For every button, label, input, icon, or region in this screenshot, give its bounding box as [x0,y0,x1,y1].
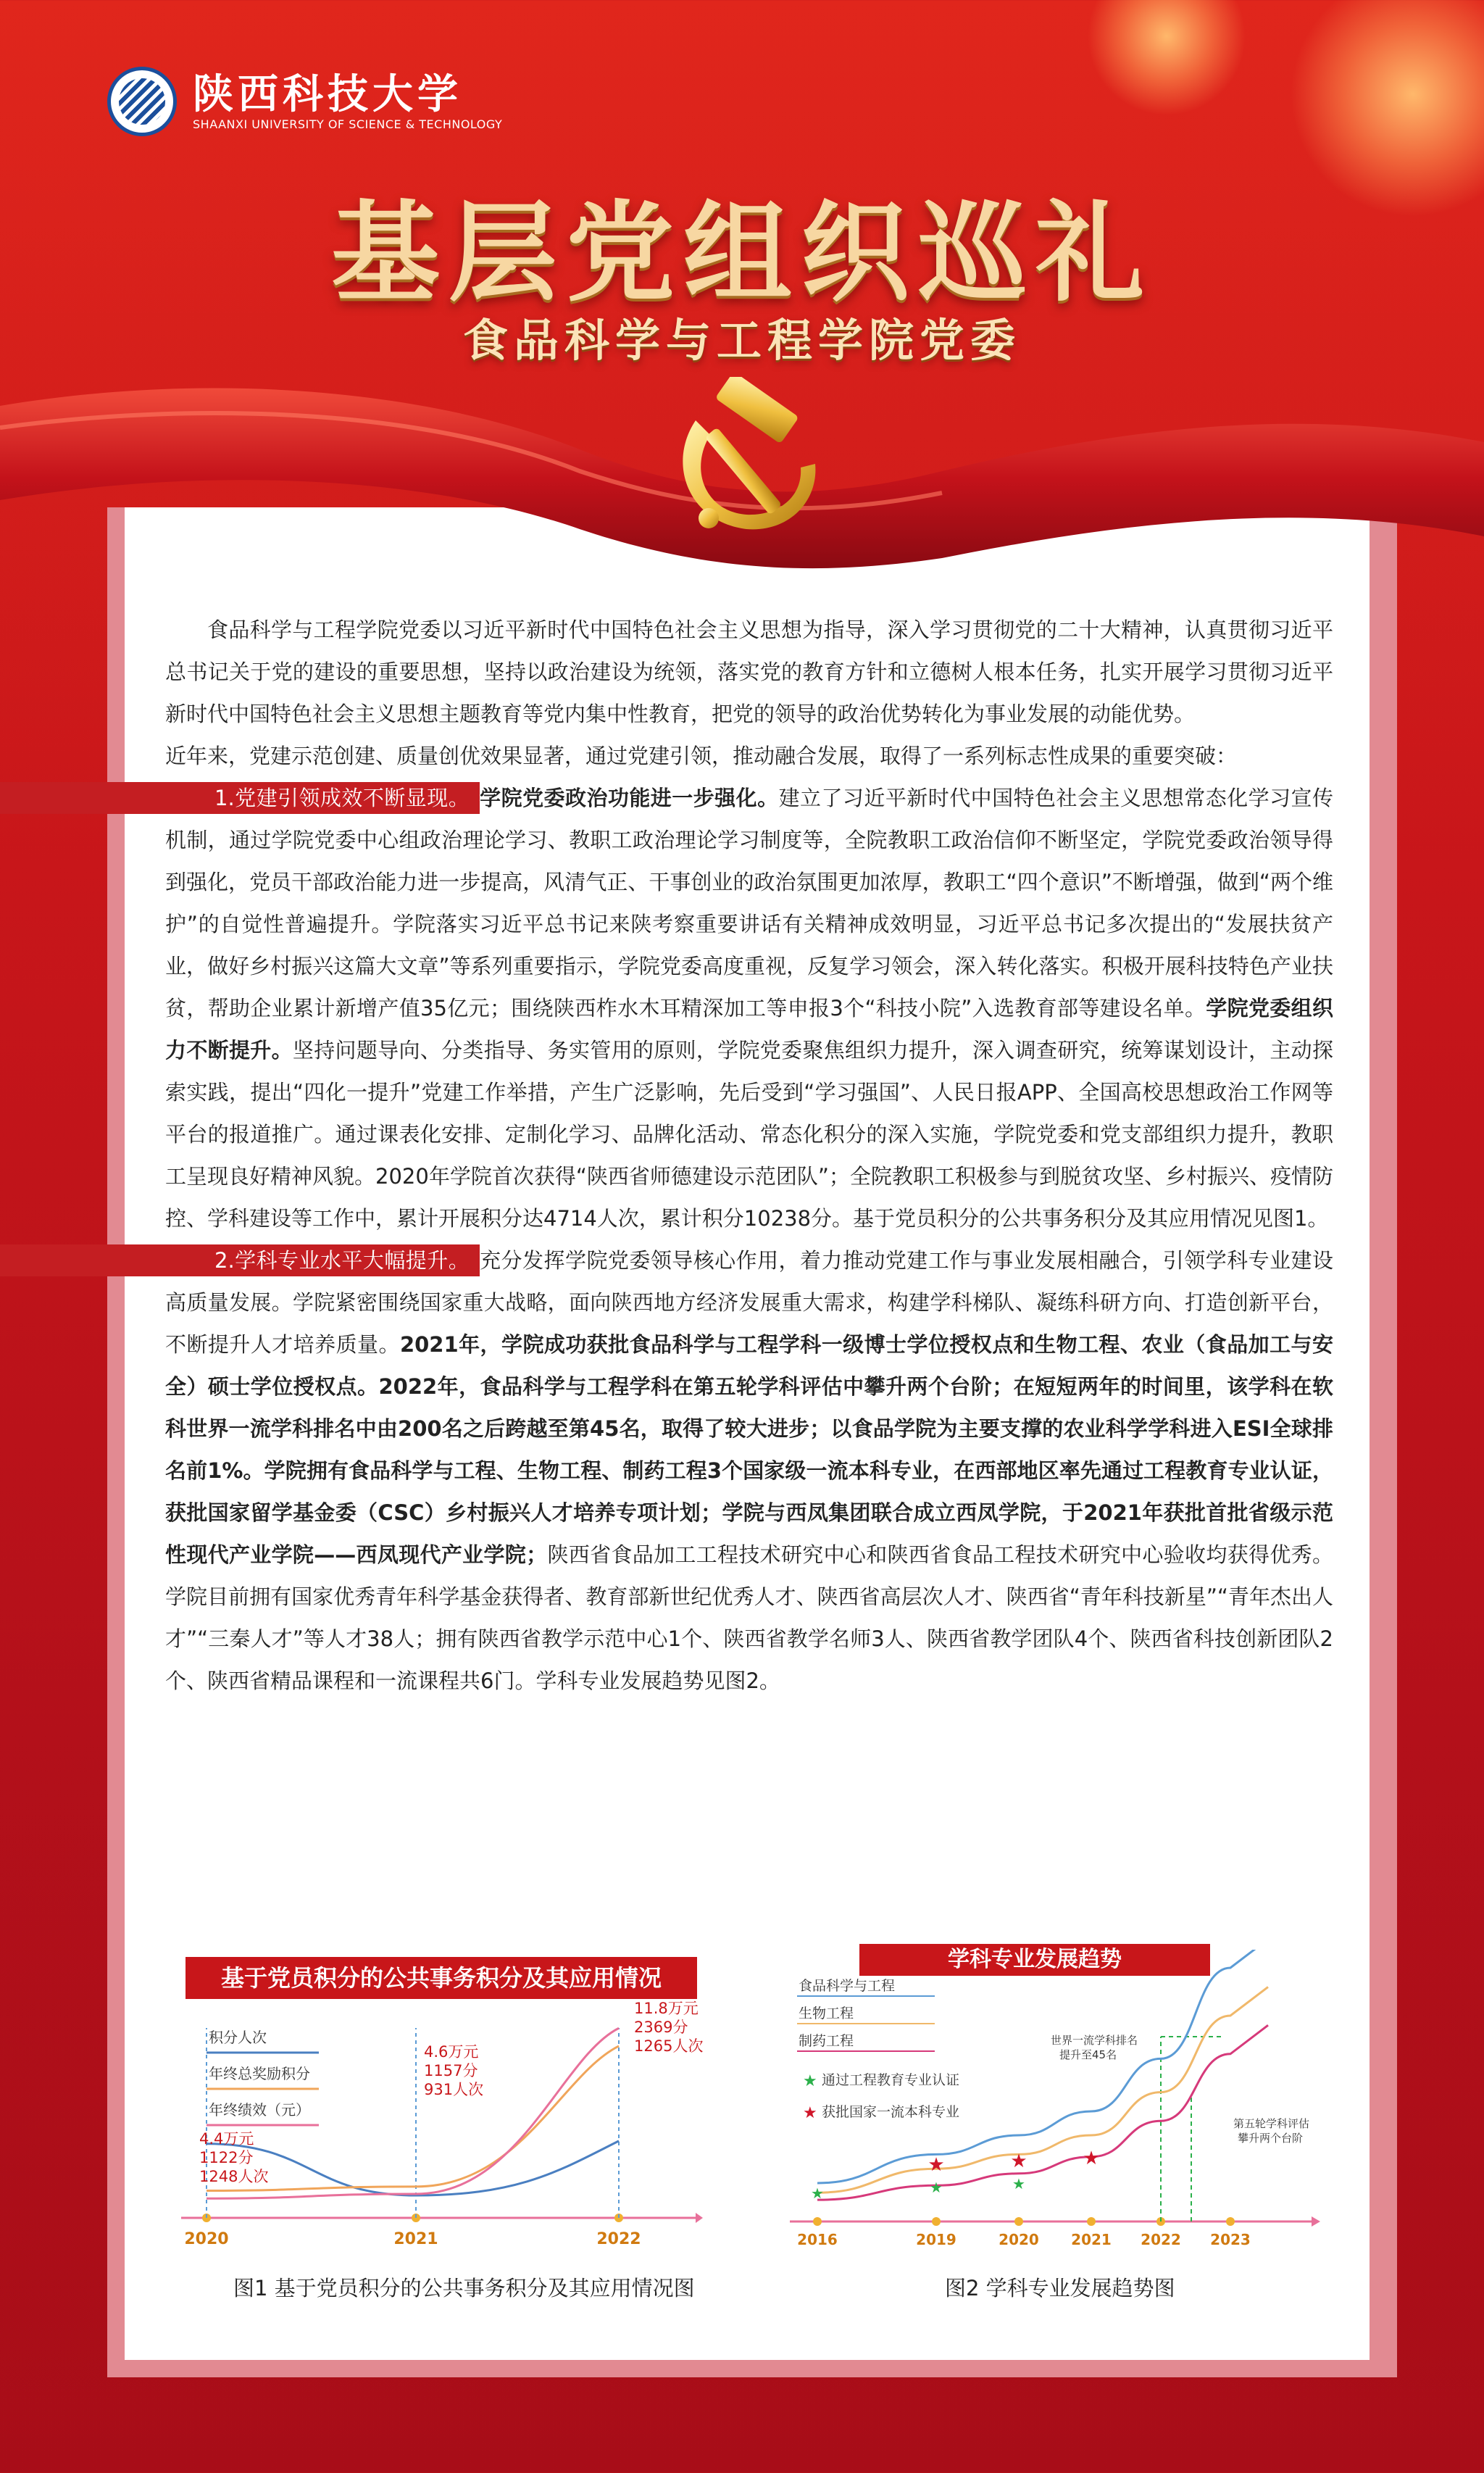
chart1-legend-label: 年终总奖励积分 [209,2065,310,2082]
chart1-data-label: 1157分 [424,2062,478,2079]
chart1-legend-label: 年终绩效（元） [209,2101,310,2119]
chart2-annotation: 世界一流学科排名 [1051,2034,1138,2047]
chart2-legend-label: 食品科学与工程 [799,1978,896,1994]
chart1-data-label: 2369分 [634,2019,688,2036]
chart2-x-tick: 2022 [1141,2231,1181,2247]
chart2-x-dot [1014,2217,1023,2226]
chart2-annotation: 第五轮学科评估 [1233,2117,1310,2130]
chart2-legend-label: 制药工程 [799,2033,854,2049]
chart2-marker-star-icon: ★ [1083,2148,1100,2169]
chart1-data-label: 931人次 [424,2081,484,2098]
chart2-marker-star-icon: ★ [811,2185,824,2202]
top-glow-small [1087,0,1246,116]
section1-paragraph [165,777,1333,1239]
chart1-data-label: 11.8万元 [634,2000,699,2017]
university-logo [107,67,502,136]
chart2-annotation: 攀升两个台阶 [1238,2132,1304,2145]
chart2-annotation: 提升至45名 [1059,2048,1117,2061]
chart1 [174,1999,703,2245]
chart1-data-label: 1122分 [199,2149,254,2166]
chart1-data-label: 1248人次 [199,2168,269,2185]
chart1-data-label: 4.4万元 [199,2130,254,2148]
chart1-legend-label: 积分人次 [209,2029,267,2046]
chart2-marker-star-icon: ★ [1010,2150,1027,2172]
chart2-x-tick: 2016 [797,2231,838,2247]
chart2-x-dot [1087,2217,1096,2226]
chart2-caption: 图2 学科专业发展趋势图 [945,2276,1175,2300]
section2-text1: 充分发挥学院党委领导核心作用，着力推动党建工作与事业发展相融合，引领学科专业建设高质量发展。学院紧密围绕国家重大战略，面向陕西地方经济发展重大需求，构建学科梯队、凝练科研方向、打造创新平台，不断提升人才培养质量。 [165,1248,1333,1357]
chart2-legend-label: 生物工程 [799,2006,854,2021]
chart1-x-tick: 2020 [184,2230,229,2245]
chart2-marker-star-icon: ★ [930,2179,943,2196]
section1-heading: 1.党建引领成效不断显现。 [0,782,480,814]
section2-bold: 2021年，学院成功获批食品科学与工程学科一级博士学位授权点和生物工程、农业（食品加工与安全）硕士学位授权点。2022年，食品科学与工程学科在第五轮学科评估中攀升两个台阶；在短短两年的时间里，该学科在软科世界一流学科排名中由200名之后跨越至第45名，取得了较大进步；以食品学院为主要支撑的农业科学学科进入ESI全球排名前1%。学院拥有食品科学与工程、生物工程、制药工程3个国家级一流本科专业，在西部地区率先通过工程教育专业认证，获批国家留学基金委（CSC）乡村振兴人才培养专项计划；学院与西凤集团联合成立西凤学院，于2021年获批首批省级示范性现代产业学院——西凤现代产业学院； [165,1332,1333,1567]
chart2-legend-label: 获批国家一流本科专业 [822,2104,960,2120]
page-title: 基层党组织巡礼 [330,189,1153,317]
chart1-x-arrow [696,2213,703,2223]
intro-paragraph-1: 食品科学与工程学院党委以习近平新时代中国特色社会主义思想为指导，深入学习贯彻党的二十大精神，认真贯彻习近平总书记关于党的建设的重要思想，坚持以政治建设为统领，落实党的教育方针和立德树人根本任务，扎实开展学习贯彻习近平新时代中国特色社会主义思想主题教育等党内集中性教育，把党的领导的政治优势转化为事业发展的动能优势。 [165,618,1333,726]
section1-lead-bold: 学院党委政治功能进一步强化。 [480,786,779,810]
chart2-series-line [817,1987,1268,2193]
section2-paragraph [165,1239,1333,1702]
university-emblem-icon [107,67,177,136]
party-emblem-icon [667,377,826,544]
page-subtitle: 食品科学与工程学院党委 [462,314,1021,367]
section1-text2: 坚持问题导向、分类指导、务实管用的原则，学院党委聚焦组织力提升，深入调查研究，统筹谋划设计，主动探索实践，提出“四化一提升”党建工作举措，产生广泛影响，先后受到“学习强国”、人民日报APP、全国高校思想政治工作网等平台的报道推广。通过课表化安排、定制化学习、品牌化活动、常态化积分的深入实施，学院党委和党支部组织力提升，教职工呈现良好精神风貌。2020年学院首次获得“陕西省师德建设示范团队”；全院教职工积极参与到脱贫攻坚、乡村振兴、疫情防控、学科建设等工作中，累计开展积分达4714人次，累计积分10238分。基于党员积分的公共事务积分及其应用情况见图1。 [165,1038,1333,1231]
section2-heading: 2.学科专业水平大幅提升。 [0,1244,480,1276]
chart2-marker-star-icon: ★ [1012,2175,1025,2193]
chart2-x-tick: 2023 [1210,2231,1251,2247]
chart1-title: 基于党员积分的公共事务积分及其应用情况 [186,1957,697,1999]
chart2-x-dot [932,2217,941,2226]
chart2-x-dot [813,2217,822,2226]
chart1-x-tick: 2021 [393,2230,438,2245]
university-name-en: SHAANXI UNIVERSITY OF SCIENCE & TECHNOLOGY [193,117,503,131]
chart2-x-tick: 2019 [916,2231,956,2247]
intro-paragraph-2: 近年来，党建示范创建、质量创优效果显著，通过党建引领，推动融合发展，取得了一系列标志性成果的重要突破： [165,744,1238,768]
chart2-x-tick: 2020 [999,2231,1039,2247]
chart1-x-tick: 2022 [596,2230,641,2245]
chart1-data-label: 4.6万元 [424,2043,479,2061]
chart2-x-dot [1226,2217,1235,2226]
article-body [165,609,1333,1702]
section1-text1: 建立了习近平新时代中国特色社会主义思想常态化学习宣传机制，通过学院党委中心组政治理论学习、教职工政治理论学习制度等，全院教职工政治信仰不断坚定，学院党委政治领导得到强化，党员干部政治能力进一步提高，风清气正、干事创业的政治氛围更加浓厚，教职工“四个意识”不断增强，做到“两个维护”的自觉性普遍提升。学院落实习近平总书记来陕考察重要讲话有关精神成效明显，习近平总书记多次提出的“发展扶贫产业，做好乡村振兴这篇大文章”等系列重要指示，学院党委高度重视，反复学习领会，深入转化落实。积极开展科技特色产业扶贫，帮助企业累计新增产值35亿元；围绕陕西柞水木耳精深加工等申报3个“科技小院”入选教育部等建设名单。 [165,786,1333,1021]
university-name-cn: 陕西科技大学 [193,70,462,118]
chart1-caption: 图1 基于党员积分的公共事务积分及其应用情况图 [233,2276,695,2300]
chart2-marker-star-icon: ★ [928,2154,945,2176]
chart2-title: 学科专业发展趋势 [859,1944,1210,1976]
chart2-legend-star-icon: ★ [803,2072,817,2090]
section2-text2: 陕西省食品加工工程技术研究中心和陕西省食品工程技术研究中心验收均获得优秀。学院目前拥有国家优秀青年科学基金获得者、教育部新世纪优秀人才、陕西省高层次人才、陕西省“青年科技新星”“青年杰出人才”“三秦人才”等人才38人；拥有陕西省教学示范中心1个、陕西省教学名师3人、陕西省教学团队4个、陕西省科技创新团队2个、陕西省精品课程和一流课程共6门。学科专业发展趋势见图2。 [165,1542,1333,1693]
chart2-legend-label: 通过工程教育专业认证 [822,2072,960,2088]
chart2-legend-star-icon: ★ [803,2104,817,2122]
chart2-x-arrow [1312,2216,1320,2227]
chart1-data-label: 1265人次 [634,2037,703,2055]
chart2-x-tick: 2021 [1071,2231,1112,2247]
section1-bold2: 学院党委组织力不断提升。 [165,996,1333,1063]
chart2 [790,1950,1326,2247]
